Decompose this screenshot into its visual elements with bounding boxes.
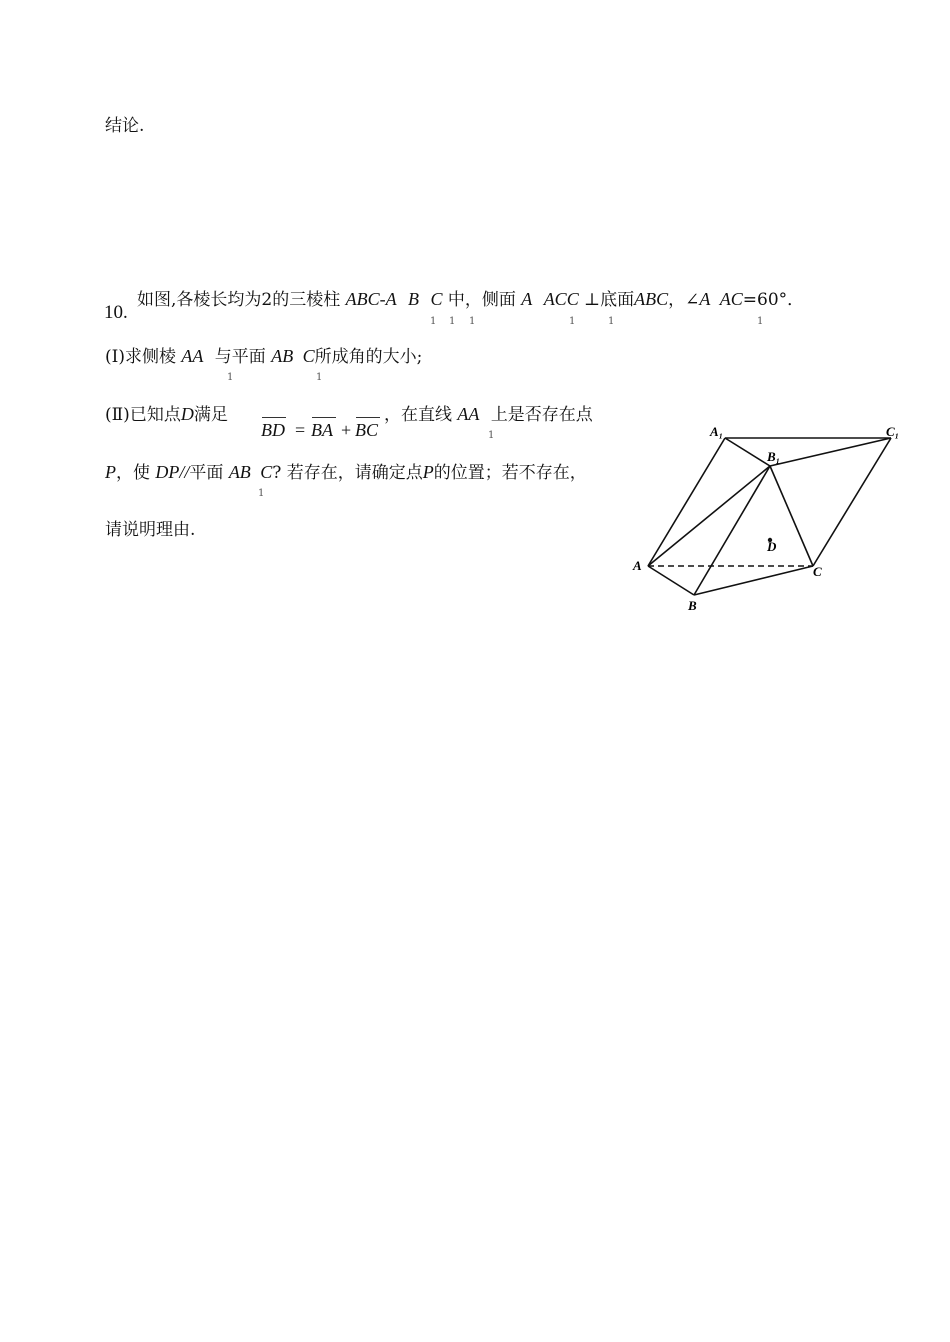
part-two-continued: ，在直线 AA 上是否存在点 [384, 404, 593, 425]
edge-b-c [694, 566, 813, 595]
subscript: 1 [488, 430, 495, 441]
edge-c1-c [813, 438, 891, 566]
vector-arrow-ba [312, 417, 336, 418]
prism-figure [628, 420, 908, 620]
edge-a1-a [648, 438, 725, 566]
vector-arrow-bc [356, 417, 380, 418]
subscript: 1 [449, 316, 456, 327]
label-b1: B₁ [767, 449, 781, 464]
vector-equals: = [295, 420, 306, 440]
question-stem: 如图,各棱长均为2的三棱柱 ABC-A B C 中，侧面 A ACC ⊥底面ABC，∠A AC=60°． [137, 289, 805, 310]
label-a: A [633, 558, 642, 573]
edge-a-b [648, 566, 694, 595]
part-one: (Ⅰ)求侧棱 AA 与平面 AB C所成角的大小; [105, 346, 423, 367]
label-d: D [767, 539, 777, 554]
edge-a1-b1 [725, 438, 770, 466]
label-b: B [688, 598, 697, 613]
edge-b1-a [648, 466, 770, 566]
part-two-line-three: 请说明理由. [105, 520, 196, 540]
vector-plus: + [341, 420, 352, 440]
subscript: 1 [227, 372, 234, 383]
vector-arrow-bd [262, 417, 286, 418]
subscript: 1 [316, 372, 323, 383]
edge-b1-c1 [770, 438, 891, 466]
previous-conclusion: 结论. [105, 116, 145, 136]
vector-ba: BA [311, 420, 333, 440]
label-c: C [813, 564, 822, 579]
vector-bd: BD [261, 420, 285, 440]
subscript: 1 [258, 488, 265, 499]
edge-b1-c [770, 466, 813, 566]
subscript: 1 [469, 316, 476, 327]
part-two-line-two: P，使 DP//平面 AB C? 若存在，请确定点P的位置；若不存在， [105, 462, 587, 483]
subscript: 1 [430, 316, 437, 327]
edge-b1-b [694, 466, 770, 595]
label-a1: A₁ [710, 424, 724, 439]
subscript: 1 [757, 316, 764, 327]
vector-bc: BC [355, 420, 379, 440]
part-two: (Ⅱ)已知点D满足 [105, 404, 228, 425]
label-c1: C₁ [886, 424, 900, 439]
subscript: 1 [608, 316, 615, 327]
question-number: 10. [104, 302, 128, 323]
subscript: 1 [569, 316, 576, 327]
